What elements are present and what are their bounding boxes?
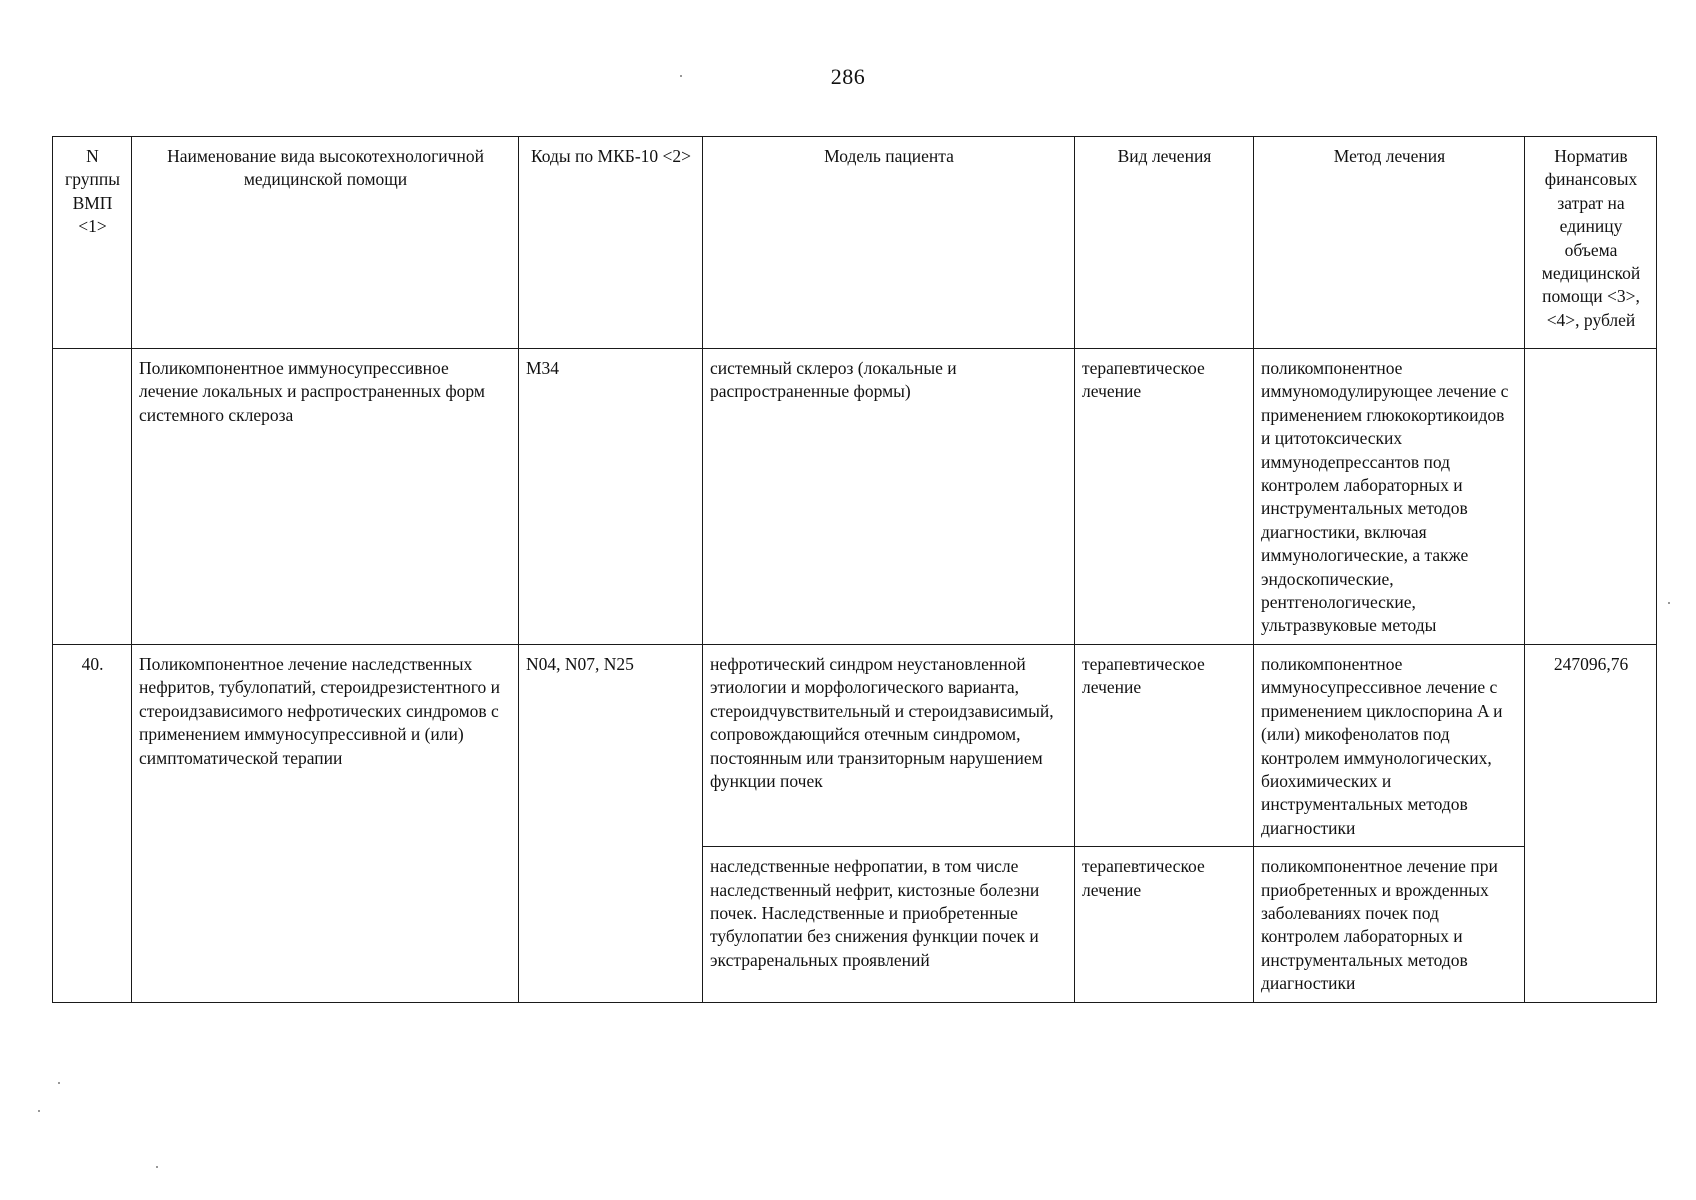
- header-icd10-codes: Коды по МКБ-10 <2>: [519, 137, 703, 349]
- header-group-number: N группы ВМП <1>: [53, 137, 132, 349]
- scan-speck: [156, 1166, 158, 1168]
- cell-treatment-method: поликомпонентное лечение при приобретенных и врожденных заболеваниях почек под контролем лабораторных и инструментальных методов диагностики: [1254, 847, 1525, 1002]
- scan-speck: [680, 75, 682, 77]
- scan-speck: [38, 1110, 40, 1112]
- cell-patient-model: наследственные нефропатии, в том числе наследственный нефрит, кистозные болезни почек. Наследственные и приобретенные тубулопатии без снижения функции почек и экстраренальных проявлений: [703, 847, 1075, 1002]
- cell-care-type-name: Поликомпонентное иммуносупрессивное лечение локальных и распространенных форм системного склероза: [132, 349, 519, 645]
- cell-cost-norm: 247096,76: [1525, 644, 1657, 1002]
- cell-treatment-method: поликомпонентное иммуномодулирующее лечение с применением глюкокортикоидов и цитотоксических иммунодепрессантов под контролем лабораторных и инструментальных методов диагностики, включая иммунологические, а также эндоскопические, рентгенологические, ультразвуковые методы: [1254, 349, 1525, 645]
- table-header-row: [53, 137, 1657, 349]
- header-patient-model: Модель пациента: [703, 137, 1075, 349]
- cell-treatment-method: поликомпонентное иммуносупрессивное лечение с применением циклоспорина A и (или) микофенолатов под контролем иммунологических, биохимических и инструментальных методов диагностики: [1254, 644, 1525, 846]
- vmp-table: [52, 136, 1657, 1003]
- cell-patient-model: системный склероз (локальные и распространенные формы): [703, 349, 1075, 645]
- header-care-type-name: Наименование вида высокотехнологичной медицинской помощи: [132, 137, 519, 349]
- page-number: 286: [830, 64, 866, 89]
- cell-treatment-type: терапевтическое лечение: [1075, 349, 1254, 645]
- table-row: [53, 349, 1657, 645]
- scan-speck: [1668, 602, 1670, 604]
- cell-icd10-codes: N04, N07, N25: [519, 644, 703, 1002]
- cell-care-type-name: Поликомпонентное лечение наследственных нефритов, тубулопатий, стероидрезистентного и стероидзависимого нефротических синдромов с применением иммуносупрессивной и (или) симптоматической терапии: [132, 644, 519, 1002]
- cell-cost-norm: [1525, 349, 1657, 645]
- cell-patient-model: нефротический синдром неустановленной этиологии и морфологического варианта, стероидчувствительный и стероидзависимый, сопровождающийся отечным синдромом, постоянным или транзиторным нарушением функции почек: [703, 644, 1075, 846]
- scan-speck: [58, 1082, 60, 1084]
- cell-icd10-codes: M34: [519, 349, 703, 645]
- cell-treatment-type: терапевтическое лечение: [1075, 847, 1254, 1002]
- cell-group-number: 40.: [53, 644, 132, 1002]
- header-cost-norm: Норматив финансовых затрат на единицу объема медицинской помощи <3>, <4>, рублей: [1525, 137, 1657, 349]
- header-treatment-type: Вид лечения: [1075, 137, 1254, 349]
- cell-group-number: [53, 349, 132, 645]
- header-treatment-method: Метод лечения: [1254, 137, 1525, 349]
- cell-treatment-type: терапевтическое лечение: [1075, 644, 1254, 846]
- table-row: [53, 644, 1657, 846]
